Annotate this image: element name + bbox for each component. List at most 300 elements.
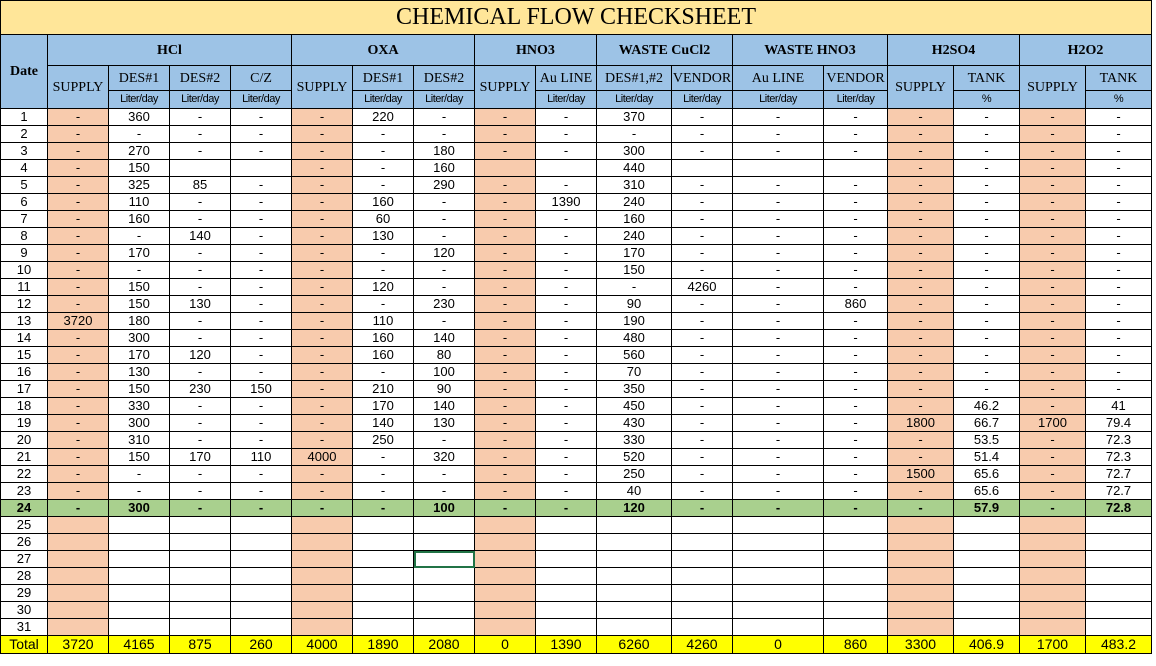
data-cell[interactable]	[597, 602, 672, 619]
data-cell[interactable]	[109, 517, 170, 534]
data-cell[interactable]: -	[48, 160, 109, 177]
data-cell[interactable]: -	[292, 109, 353, 126]
data-cell[interactable]: -	[536, 483, 597, 500]
data-cell[interactable]: -	[1086, 109, 1152, 126]
data-cell[interactable]: -	[353, 364, 414, 381]
data-cell[interactable]: 150	[109, 279, 170, 296]
data-cell[interactable]: -	[824, 483, 888, 500]
unit-label[interactable]: Liter/day	[597, 91, 672, 109]
total-label[interactable]: Total	[1, 636, 48, 654]
data-cell[interactable]: -	[48, 415, 109, 432]
data-cell[interactable]: 79.4	[1086, 415, 1152, 432]
data-cell[interactable]: -	[954, 279, 1020, 296]
sheet-title[interactable]: CHEMICAL FLOW CHECKSHEET	[1, 1, 1152, 35]
data-cell[interactable]: -	[536, 500, 597, 517]
data-cell[interactable]: 190	[597, 313, 672, 330]
data-cell[interactable]: 51.4	[954, 449, 1020, 466]
data-cell[interactable]: -	[1086, 143, 1152, 160]
date-cell[interactable]: 16	[1, 364, 48, 381]
data-cell[interactable]: -	[475, 500, 536, 517]
data-cell[interactable]: -	[231, 126, 292, 143]
data-cell[interactable]	[1020, 551, 1086, 568]
data-cell[interactable]: 160	[109, 211, 170, 228]
data-cell[interactable]: -	[353, 245, 414, 262]
data-cell[interactable]	[1086, 534, 1152, 551]
data-cell[interactable]: -	[888, 109, 954, 126]
data-cell[interactable]: -	[888, 449, 954, 466]
data-cell[interactable]: -	[888, 500, 954, 517]
data-cell[interactable]: -	[292, 143, 353, 160]
data-cell[interactable]: -	[1086, 279, 1152, 296]
data-cell[interactable]	[109, 551, 170, 568]
cucl2-des-header[interactable]: DES#1,#2	[597, 66, 672, 91]
data-cell[interactable]: -	[170, 211, 231, 228]
data-cell[interactable]: -	[1020, 177, 1086, 194]
data-cell[interactable]: -	[475, 381, 536, 398]
data-cell[interactable]: -	[733, 109, 824, 126]
data-cell[interactable]	[170, 619, 231, 636]
data-cell[interactable]: 160	[597, 211, 672, 228]
date-cell[interactable]: 20	[1, 432, 48, 449]
data-cell[interactable]: -	[888, 432, 954, 449]
data-cell[interactable]: -	[672, 347, 733, 364]
data-cell[interactable]: -	[353, 262, 414, 279]
data-cell[interactable]	[888, 568, 954, 585]
data-cell[interactable]: 170	[170, 449, 231, 466]
data-cell[interactable]: -	[824, 364, 888, 381]
data-cell[interactable]: -	[1086, 177, 1152, 194]
data-cell[interactable]: -	[1020, 347, 1086, 364]
data-cell[interactable]: -	[353, 500, 414, 517]
data-cell[interactable]: -	[353, 483, 414, 500]
data-cell[interactable]: -	[733, 432, 824, 449]
data-cell[interactable]: 60	[353, 211, 414, 228]
data-cell[interactable]	[536, 534, 597, 551]
data-cell[interactable]	[536, 619, 597, 636]
date-cell[interactable]: 19	[1, 415, 48, 432]
data-cell[interactable]: -	[954, 177, 1020, 194]
data-cell[interactable]: -	[733, 177, 824, 194]
data-cell[interactable]: -	[475, 432, 536, 449]
data-cell[interactable]: -	[292, 228, 353, 245]
data-cell[interactable]: -	[824, 245, 888, 262]
data-cell[interactable]	[672, 160, 733, 177]
data-cell[interactable]: -	[292, 194, 353, 211]
data-cell[interactable]: -	[954, 347, 1020, 364]
data-cell[interactable]	[353, 585, 414, 602]
data-cell[interactable]: -	[292, 160, 353, 177]
data-cell[interactable]: -	[733, 466, 824, 483]
data-cell[interactable]: -	[414, 126, 475, 143]
data-cell[interactable]: 320	[414, 449, 475, 466]
data-cell[interactable]: 72.3	[1086, 432, 1152, 449]
date-cell[interactable]: 31	[1, 619, 48, 636]
data-cell[interactable]: -	[733, 449, 824, 466]
data-cell[interactable]	[1086, 517, 1152, 534]
data-cell[interactable]	[672, 585, 733, 602]
data-cell[interactable]: -	[231, 194, 292, 211]
group-header-oxa[interactable]: OXA	[292, 35, 475, 66]
group-header-hno3[interactable]: HNO3	[475, 35, 597, 66]
data-cell[interactable]	[597, 585, 672, 602]
waste-hno3-au-line-header[interactable]: Au LINE	[733, 66, 824, 91]
data-cell[interactable]	[109, 585, 170, 602]
data-cell[interactable]	[48, 585, 109, 602]
data-cell[interactable]	[475, 517, 536, 534]
data-cell[interactable]: -	[733, 347, 824, 364]
data-cell[interactable]: -	[48, 364, 109, 381]
data-cell[interactable]	[231, 160, 292, 177]
data-cell[interactable]: -	[733, 279, 824, 296]
data-cell[interactable]	[292, 585, 353, 602]
data-cell[interactable]: -	[1086, 364, 1152, 381]
data-cell[interactable]: -	[475, 330, 536, 347]
data-cell[interactable]: 210	[353, 381, 414, 398]
oxa-supply-header[interactable]: SUPPLY	[292, 66, 353, 109]
data-cell[interactable]: 120	[170, 347, 231, 364]
data-cell[interactable]: -	[475, 364, 536, 381]
data-cell[interactable]: 66.7	[954, 415, 1020, 432]
data-cell[interactable]	[672, 619, 733, 636]
data-cell[interactable]: -	[1086, 330, 1152, 347]
total-cell[interactable]: 2080	[414, 636, 475, 654]
data-cell[interactable]: -	[414, 262, 475, 279]
data-cell[interactable]: -	[1020, 245, 1086, 262]
data-cell[interactable]: -	[414, 432, 475, 449]
data-cell[interactable]: -	[1020, 228, 1086, 245]
data-cell[interactable]: 360	[109, 109, 170, 126]
data-cell[interactable]	[170, 517, 231, 534]
date-cell[interactable]: 13	[1, 313, 48, 330]
data-cell[interactable]	[954, 568, 1020, 585]
data-cell[interactable]: -	[888, 483, 954, 500]
data-cell[interactable]	[231, 619, 292, 636]
data-cell[interactable]: 310	[597, 177, 672, 194]
data-cell[interactable]: 230	[170, 381, 231, 398]
data-cell[interactable]: -	[824, 432, 888, 449]
data-cell[interactable]: 110	[231, 449, 292, 466]
data-cell[interactable]: -	[1020, 381, 1086, 398]
data-cell[interactable]: -	[231, 143, 292, 160]
date-cell[interactable]: 1	[1, 109, 48, 126]
data-cell[interactable]: -	[1020, 279, 1086, 296]
data-cell[interactable]: -	[888, 211, 954, 228]
date-cell[interactable]: 23	[1, 483, 48, 500]
data-cell[interactable]: -	[48, 228, 109, 245]
data-cell[interactable]: -	[888, 160, 954, 177]
date-cell[interactable]: 10	[1, 262, 48, 279]
data-cell[interactable]: -	[536, 296, 597, 313]
data-cell[interactable]: -	[48, 500, 109, 517]
data-cell[interactable]: -	[48, 245, 109, 262]
data-cell[interactable]: -	[954, 143, 1020, 160]
data-cell[interactable]: -	[672, 194, 733, 211]
data-cell[interactable]: -	[1020, 313, 1086, 330]
data-cell[interactable]	[824, 160, 888, 177]
data-cell[interactable]: -	[231, 466, 292, 483]
data-cell[interactable]: -	[888, 262, 954, 279]
total-cell[interactable]: 4165	[109, 636, 170, 654]
data-cell[interactable]	[292, 551, 353, 568]
data-cell[interactable]: -	[231, 432, 292, 449]
date-cell[interactable]: 7	[1, 211, 48, 228]
data-cell[interactable]	[109, 568, 170, 585]
data-cell[interactable]: -	[672, 177, 733, 194]
data-cell[interactable]: -	[109, 126, 170, 143]
date-cell[interactable]: 24	[1, 500, 48, 517]
data-cell[interactable]: -	[536, 449, 597, 466]
hcl-supply-header[interactable]: SUPPLY	[48, 66, 109, 109]
date-cell[interactable]: 27	[1, 551, 48, 568]
data-cell[interactable]: -	[954, 228, 1020, 245]
data-cell[interactable]: 520	[597, 449, 672, 466]
total-cell[interactable]: 875	[170, 636, 231, 654]
data-cell[interactable]: -	[733, 262, 824, 279]
data-cell[interactable]: -	[475, 296, 536, 313]
data-cell[interactable]: -	[292, 279, 353, 296]
data-cell[interactable]	[536, 585, 597, 602]
data-cell[interactable]: -	[954, 262, 1020, 279]
data-cell[interactable]: -	[231, 483, 292, 500]
unit-label[interactable]: Liter/day	[109, 91, 170, 109]
data-cell[interactable]: 100	[414, 500, 475, 517]
data-cell[interactable]	[888, 602, 954, 619]
data-cell[interactable]: 150	[109, 160, 170, 177]
data-cell[interactable]: -	[824, 211, 888, 228]
unit-label[interactable]: Liter/day	[170, 91, 231, 109]
data-cell[interactable]: -	[597, 279, 672, 296]
data-cell[interactable]	[672, 517, 733, 534]
data-cell[interactable]: -	[292, 126, 353, 143]
data-cell[interactable]	[475, 568, 536, 585]
data-cell[interactable]	[1020, 602, 1086, 619]
data-cell[interactable]: 130	[109, 364, 170, 381]
total-cell[interactable]: 4260	[672, 636, 733, 654]
data-cell[interactable]	[733, 534, 824, 551]
data-cell[interactable]: -	[672, 449, 733, 466]
total-cell[interactable]: 260	[231, 636, 292, 654]
data-cell[interactable]: -	[733, 330, 824, 347]
data-cell[interactable]: -	[109, 466, 170, 483]
data-cell[interactable]	[353, 551, 414, 568]
data-cell[interactable]: 65.6	[954, 483, 1020, 500]
total-cell[interactable]: 0	[475, 636, 536, 654]
data-cell[interactable]: 140	[414, 398, 475, 415]
data-cell[interactable]	[353, 619, 414, 636]
data-cell[interactable]: -	[672, 330, 733, 347]
data-cell[interactable]	[231, 534, 292, 551]
data-cell[interactable]	[597, 534, 672, 551]
data-cell[interactable]: -	[536, 415, 597, 432]
data-cell[interactable]	[170, 585, 231, 602]
data-cell[interactable]: -	[536, 245, 597, 262]
data-cell[interactable]: -	[733, 381, 824, 398]
data-cell[interactable]: -	[475, 415, 536, 432]
data-cell[interactable]: -	[536, 398, 597, 415]
data-cell[interactable]	[1020, 585, 1086, 602]
data-cell[interactable]: 160	[353, 347, 414, 364]
data-cell[interactable]	[109, 534, 170, 551]
data-cell[interactable]: -	[292, 245, 353, 262]
data-cell[interactable]: -	[954, 109, 1020, 126]
data-cell[interactable]: -	[824, 262, 888, 279]
data-cell[interactable]: -	[475, 313, 536, 330]
data-cell[interactable]: -	[536, 126, 597, 143]
data-cell[interactable]	[292, 534, 353, 551]
data-cell[interactable]: -	[292, 415, 353, 432]
data-cell[interactable]: 240	[597, 228, 672, 245]
data-cell[interactable]	[824, 619, 888, 636]
data-cell[interactable]: -	[1020, 500, 1086, 517]
data-cell[interactable]: -	[888, 330, 954, 347]
hno3-au-line-header[interactable]: Au LINE	[536, 66, 597, 91]
data-cell[interactable]	[1086, 619, 1152, 636]
data-cell[interactable]	[48, 619, 109, 636]
data-cell[interactable]: -	[48, 330, 109, 347]
data-cell[interactable]: -	[170, 415, 231, 432]
data-cell[interactable]: -	[475, 449, 536, 466]
data-cell[interactable]	[1086, 585, 1152, 602]
data-cell[interactable]: -	[1086, 126, 1152, 143]
data-cell[interactable]	[824, 517, 888, 534]
data-cell[interactable]: -	[536, 313, 597, 330]
data-cell[interactable]: -	[536, 364, 597, 381]
data-cell[interactable]	[954, 602, 1020, 619]
data-cell[interactable]: 110	[353, 313, 414, 330]
date-cell[interactable]: 29	[1, 585, 48, 602]
data-cell[interactable]: -	[672, 313, 733, 330]
total-cell[interactable]: 1390	[536, 636, 597, 654]
data-cell[interactable]: -	[475, 466, 536, 483]
date-cell[interactable]: 17	[1, 381, 48, 398]
data-cell[interactable]: 270	[109, 143, 170, 160]
data-cell[interactable]: -	[536, 177, 597, 194]
data-cell[interactable]: -	[954, 126, 1020, 143]
data-cell[interactable]: -	[475, 228, 536, 245]
data-cell[interactable]: -	[1086, 211, 1152, 228]
data-cell[interactable]: 450	[597, 398, 672, 415]
date-cell[interactable]: 11	[1, 279, 48, 296]
data-cell[interactable]	[48, 517, 109, 534]
unit-label[interactable]: Liter/day	[824, 91, 888, 109]
data-cell[interactable]: 480	[597, 330, 672, 347]
data-cell[interactable]	[292, 602, 353, 619]
data-cell[interactable]: 230	[414, 296, 475, 313]
data-cell[interactable]: -	[888, 381, 954, 398]
data-cell[interactable]: -	[414, 279, 475, 296]
data-cell[interactable]: 120	[414, 245, 475, 262]
data-cell[interactable]	[292, 517, 353, 534]
hcl-des1-header[interactable]: DES#1	[109, 66, 170, 91]
data-cell[interactable]: -	[48, 347, 109, 364]
unit-label[interactable]: Liter/day	[672, 91, 733, 109]
data-cell[interactable]: -	[536, 262, 597, 279]
data-cell[interactable]: -	[170, 279, 231, 296]
group-header-waste-hno3[interactable]: WASTE HNO3	[733, 35, 888, 66]
data-cell[interactable]: -	[231, 109, 292, 126]
data-cell[interactable]: -	[672, 143, 733, 160]
data-cell[interactable]: -	[353, 143, 414, 160]
data-cell[interactable]: 560	[597, 347, 672, 364]
data-cell[interactable]: 46.2	[954, 398, 1020, 415]
data-cell[interactable]: -	[824, 415, 888, 432]
data-cell[interactable]: -	[888, 296, 954, 313]
data-cell[interactable]: -	[48, 381, 109, 398]
data-cell[interactable]: -	[888, 313, 954, 330]
data-cell[interactable]: -	[824, 194, 888, 211]
data-cell[interactable]: 150	[597, 262, 672, 279]
data-cell[interactable]: 72.8	[1086, 500, 1152, 517]
data-cell[interactable]: -	[170, 143, 231, 160]
date-cell[interactable]: 26	[1, 534, 48, 551]
data-cell[interactable]	[954, 585, 1020, 602]
date-cell[interactable]: 3	[1, 143, 48, 160]
data-cell[interactable]: -	[292, 313, 353, 330]
data-cell[interactable]: -	[475, 483, 536, 500]
data-cell[interactable]: 110	[109, 194, 170, 211]
group-header-waste-cucl2[interactable]: WASTE CuCl2	[597, 35, 733, 66]
data-cell[interactable]: -	[48, 211, 109, 228]
data-cell[interactable]: 300	[597, 143, 672, 160]
data-cell[interactable]: -	[170, 500, 231, 517]
data-cell[interactable]: -	[48, 109, 109, 126]
data-cell[interactable]: -	[475, 262, 536, 279]
data-cell[interactable]: -	[475, 398, 536, 415]
h2so4-tank-header[interactable]: TANK	[954, 66, 1020, 91]
data-cell[interactable]: -	[231, 500, 292, 517]
data-cell[interactable]: -	[292, 211, 353, 228]
data-cell[interactable]: -	[824, 109, 888, 126]
data-cell[interactable]	[414, 602, 475, 619]
data-cell[interactable]: -	[292, 483, 353, 500]
data-cell[interactable]: -	[170, 398, 231, 415]
data-cell[interactable]	[475, 534, 536, 551]
data-cell[interactable]	[1086, 568, 1152, 585]
date-cell[interactable]: 21	[1, 449, 48, 466]
data-cell[interactable]: -	[353, 466, 414, 483]
group-header-hcl[interactable]: HCl	[48, 35, 292, 66]
date-cell[interactable]: 28	[1, 568, 48, 585]
data-cell[interactable]: 240	[597, 194, 672, 211]
data-cell[interactable]: -	[475, 245, 536, 262]
data-cell[interactable]: -	[292, 500, 353, 517]
data-cell[interactable]: 150	[231, 381, 292, 398]
data-cell[interactable]: -	[536, 228, 597, 245]
data-cell[interactable]: -	[824, 126, 888, 143]
unit-label[interactable]: Liter/day	[536, 91, 597, 109]
data-cell[interactable]	[353, 602, 414, 619]
data-cell[interactable]: -	[231, 364, 292, 381]
data-cell[interactable]: -	[824, 313, 888, 330]
data-cell[interactable]: -	[1020, 211, 1086, 228]
data-cell[interactable]: -	[1020, 432, 1086, 449]
data-cell[interactable]: -	[954, 194, 1020, 211]
data-cell[interactable]	[414, 619, 475, 636]
data-cell[interactable]	[733, 517, 824, 534]
data-cell[interactable]: 1800	[888, 415, 954, 432]
data-cell[interactable]	[231, 517, 292, 534]
data-cell[interactable]	[475, 619, 536, 636]
data-cell[interactable]	[48, 534, 109, 551]
data-cell[interactable]: -	[475, 194, 536, 211]
data-cell[interactable]: -	[1020, 466, 1086, 483]
data-cell[interactable]: -	[48, 449, 109, 466]
data-cell[interactable]: -	[672, 126, 733, 143]
data-cell[interactable]: -	[48, 466, 109, 483]
data-cell[interactable]: -	[672, 296, 733, 313]
oxa-des2-header[interactable]: DES#2	[414, 66, 475, 91]
data-cell[interactable]: -	[48, 262, 109, 279]
